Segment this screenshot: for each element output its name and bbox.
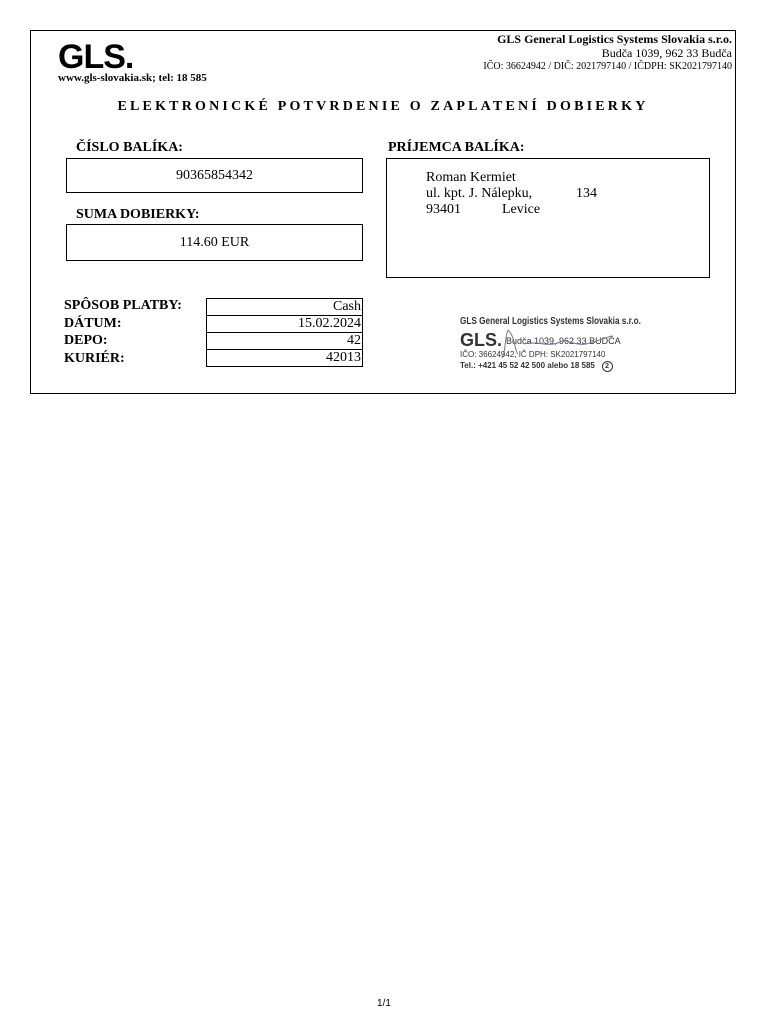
recipient-label: PRÍJEMCA BALÍKA: [388, 140, 525, 155]
stamp-ids: IČO: 36624942, IČ DPH: SK2021797140 [460, 350, 606, 359]
company-stamp [460, 316, 642, 372]
table-row [207, 316, 363, 333]
recipient-house-number: 134 [576, 186, 597, 201]
recipient-street: ul. kpt. J. Nálepku, [426, 186, 533, 201]
date-value: 15.02.2024 [207, 316, 363, 333]
details-table [206, 298, 363, 367]
details-labels [64, 297, 182, 367]
stamp-phone-text: Tel.: +421 45 52 42 500 alebo 18 585 [460, 361, 595, 370]
payment-method-label: SPÔSOB PLATBY: [64, 298, 182, 313]
parcel-number-box [66, 158, 363, 193]
table-row [207, 299, 363, 316]
recipient-box [386, 158, 710, 278]
parcel-number-value: 90365854342 [176, 168, 253, 183]
gls-logo: GLS. [58, 38, 134, 76]
cod-amount-box [66, 224, 363, 261]
courier-value: 42013 [207, 350, 363, 367]
table-row [207, 333, 363, 350]
company-name: GLS General Logistics Systems Slovakia s.r.o. [497, 32, 732, 46]
stamp-phone [460, 361, 613, 372]
payment-method-value: Cash [207, 299, 363, 316]
depot-value: 42 [207, 333, 363, 350]
date-label: DÁTUM: [64, 315, 122, 331]
stamp-logo: GLS. [460, 330, 503, 350]
recipient-city: Levice [502, 202, 541, 217]
cod-amount-value: 114.60 EUR [179, 235, 250, 250]
cod-amount-label: SUMA DOBIERKY: [76, 207, 200, 222]
company-ids: IČO: 36624942 / DIČ: 2021797140 / IČDPH: SK2021797140 [483, 61, 732, 72]
parcel-number-label: ČÍSLO BALÍKA: [76, 140, 183, 155]
stamp-address: Budča 1039, 962 33 BUDČA [506, 336, 621, 346]
recipient-name: Roman Kermiet [426, 170, 516, 185]
company-info [483, 32, 732, 74]
recipient-postal-code: 93401 [426, 202, 461, 217]
web-contact: www.gls-slovakia.sk; tel: 18 585 [58, 72, 207, 84]
company-address: Budča 1039, 962 33 Budča [601, 46, 732, 60]
stamp-mark: 2 [602, 361, 613, 372]
page-number: 1/1 [377, 998, 391, 1009]
stamp-company-name: GLS General Logistics Systems Slovakia s.r.o. [460, 316, 641, 327]
courier-label: KURIÉR: [64, 350, 125, 366]
table-row [207, 350, 363, 367]
signature-icon [496, 324, 616, 360]
depot-label: DEPO: [64, 333, 108, 348]
document-title: ELEKTRONICKÉ POTVRDENIE O ZAPLATENÍ DOBIERKY [117, 99, 649, 114]
